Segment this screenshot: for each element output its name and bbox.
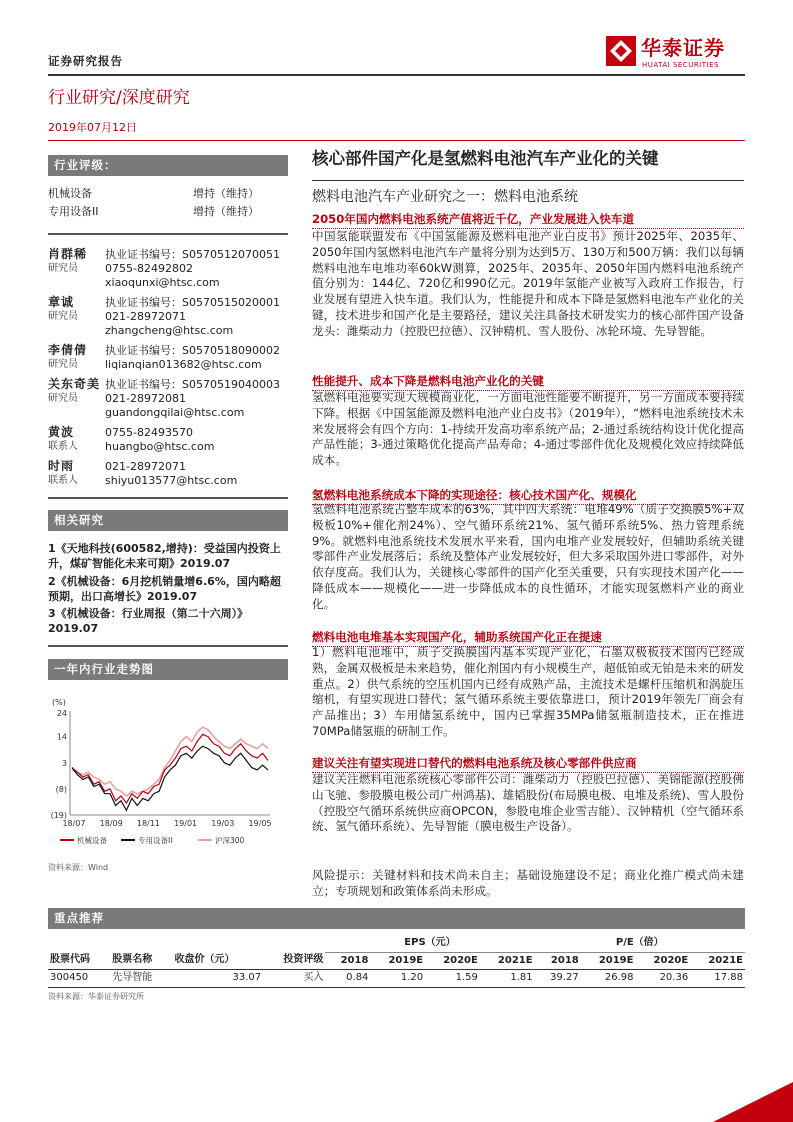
y-axis-label: (%)	[52, 698, 66, 707]
analyst-name: 时雨	[48, 459, 75, 473]
logo-cn: 华泰证券	[641, 36, 725, 60]
analyst-card	[48, 426, 288, 454]
section-heading: 性能提升、成本下降是燃料电池产业化的关键	[312, 373, 744, 390]
x-tick-label: 19/03	[211, 819, 235, 828]
rating-value: 增持（维持）	[193, 205, 259, 218]
page-number: 1	[736, 1094, 744, 1107]
related-title: 相关研究	[48, 510, 288, 531]
trend-title: 一年内行业走势图	[48, 659, 288, 680]
analyst-name: 关东奇美	[48, 377, 101, 391]
col-year: 2018	[550, 954, 579, 966]
col-price: 收盘价（元）	[174, 954, 235, 966]
cell-pe: 20.36	[659, 972, 689, 983]
table-row	[48, 970, 745, 988]
section-heading: 建议关注有望实现进口替代的燃料电池系统及核心零部件供应商	[312, 755, 744, 772]
analyst-email[interactable]: xiaoqunxi@htsc.com	[105, 276, 220, 289]
trend-chart	[48, 685, 288, 860]
y-tick-label: 24	[56, 709, 67, 718]
analyst-name: 章诚	[48, 295, 75, 309]
legend-label: 机械设备	[77, 836, 107, 845]
col-year: 2020E	[443, 954, 478, 966]
y-tick-label: 3	[61, 758, 67, 768]
cell-pe: 26.98	[604, 972, 634, 983]
analyst-phone: 021-28972071	[105, 310, 186, 323]
eps-header: EPS（元）	[325, 935, 534, 952]
report-type: 证券研究报告	[48, 54, 123, 68]
picks-title: 重点推荐	[48, 908, 745, 929]
analyst-card	[48, 378, 288, 420]
cell-rating: 买入	[303, 972, 324, 983]
analyst-name: 李倩倩	[48, 343, 88, 357]
related-item[interactable]: 1《天地科技(600582,增持)：受益国内投资上升，煤矿智能化未来可期》2019.07	[48, 542, 281, 570]
x-tick-label: 18/07	[62, 819, 86, 828]
cell-pe: 17.88	[714, 972, 743, 983]
cell-name: 先导智能	[112, 972, 153, 983]
rating-name: 机械设备	[48, 187, 92, 200]
analyst-line: 执业证书编号：S0570518090002	[105, 344, 280, 357]
analyst-email[interactable]: huangbo@htsc.com	[105, 440, 215, 453]
analyst-role: 研究员	[48, 311, 78, 322]
analyst-phone: 021-28972071	[105, 460, 186, 473]
legend-label: 沪深300	[215, 836, 245, 845]
analyst-phone: 0755-82493570	[105, 426, 193, 439]
related-divider	[48, 645, 288, 647]
section-heading: 燃料电池电堆基本实现国产化，辅助系统国产化正在提速	[312, 629, 744, 646]
analyst-role: 联系人	[48, 441, 78, 452]
pe-header: P/E（倍）	[535, 935, 745, 952]
col-code: 股票代码	[50, 954, 90, 966]
analyst-email[interactable]: liqianqian013682@htsc.com	[105, 358, 262, 371]
x-tick-label: 19/05	[248, 819, 272, 828]
related-item[interactable]: 3《机械设备：行业周报（第二十六周）》2019.07	[48, 607, 249, 635]
chart-source: 资料来源：Wind	[48, 863, 109, 872]
footer-band-icon	[673, 1082, 793, 1122]
y-tick-label: (8)	[55, 784, 67, 794]
title-rule	[312, 180, 744, 181]
x-tick-label: 19/01	[174, 819, 198, 828]
analyst-role: 联系人	[48, 475, 78, 486]
picks-table	[48, 935, 745, 988]
main-title: 核心部件国产化是氢燃料电池汽车产业化的关键	[312, 149, 659, 168]
analyst-role: 研究员	[48, 359, 78, 370]
analyst-email[interactable]: guandongqilai@htsc.com	[105, 406, 245, 419]
cell-pe: 39.27	[550, 972, 579, 983]
analyst-phone: 021-28972081	[105, 392, 186, 405]
cell-eps: 1.59	[455, 972, 478, 983]
huatai-logo-icon	[606, 36, 636, 66]
cell-eps: 1.20	[400, 972, 424, 983]
col-name: 股票名称	[112, 954, 153, 966]
analyst-name: 肖群稀	[48, 247, 88, 261]
x-tick-label: 18/09	[99, 819, 123, 828]
cell-price: 33.07	[232, 972, 262, 983]
rating-value: 增持（维持）	[193, 187, 259, 200]
risk-note: 风险提示：关键材料和技术尚未自主；基础设施建设不足；商业化推广模式尚未建立；专项规划和政策体系尚未形成。	[312, 868, 744, 898]
cell-code: 300450	[50, 972, 89, 983]
analyst-card	[48, 296, 288, 338]
analyst-email[interactable]: zhangcheng@htsc.com	[105, 324, 234, 337]
analyst-line: 执业证书编号：S0570519040003	[105, 378, 280, 391]
report-category: 行业研究/深度研究	[48, 88, 190, 108]
analyst-name: 黄波	[48, 425, 75, 439]
series-line	[72, 734, 268, 803]
picks-source: 资料来源：华泰证券研究所	[48, 992, 144, 1001]
header-rule-2	[48, 140, 745, 141]
col-year: 2018	[340, 954, 369, 966]
main-subtitle: 燃料电池汽车产业研究之一：燃料电池系统	[312, 189, 578, 205]
section-heading: 氢燃料电池系统成本下降的实现途径：核心技术国产化、规模化	[312, 487, 744, 504]
rating-divider	[48, 233, 288, 235]
logo-en: HUATAI SECURITIES	[642, 61, 719, 69]
analyst-line: 执业证书编号：S0570515020001	[105, 296, 280, 309]
col-year: 2019E	[388, 954, 424, 966]
section-body: 中国氢能联盟发布《中国氢能源及燃料电池产业白皮书》预计2025年、2035年、2050年国内氢燃料电池汽车产量将分别为达到5万、130万和500万辆：我们以每辆燃料电池车电堆功率60kW测算，2025年、2035年、2050年国内燃料电池系统产值分别为：144亿、720亿和990亿元。2019年氢能产业被写入政府工作报告，行业发展有望进入快车道。我们认为，性能提升和成本下降是氢燃料电池车产业化的关键，技术进步和国产化是主要路径，建议关注具备技术研发实力的核心部件国产设备龙头：潍柴动力（控股巴拉德）、汉钟精机、雪人股份、冰轮环境、先导智能。	[312, 229, 744, 338]
col-year: 2021E	[497, 954, 533, 966]
analyst-role: 研究员	[48, 263, 78, 274]
analyst-line: 执业证书编号：S0570512070051	[105, 248, 280, 261]
section-body: 氢燃料电池要实现大规模商业化，一方面电池性能要不断提升，另一方面成本要持续下降。根据《中国氢能源及燃料电池产业白皮书》（2019年），“燃料电池系统技术未来发展将会有四个方向：1-持续开发高功率系统产品；2-通过系统结构设计优化提高产品性能；3-通过策略优化提高产品寿命；4-通过零部件优化及规模化效应持续降低成本。	[312, 390, 744, 468]
related-item[interactable]: 2《机械设备：6月挖机销量增6.6%，国内略超预期，出口高增长》2019.07	[48, 575, 281, 603]
analyst-divider	[48, 497, 288, 499]
analyst-email[interactable]: shiyu013577@htsc.com	[105, 474, 238, 487]
col-year: 2019E	[598, 954, 634, 966]
series-line	[72, 746, 268, 810]
analyst-card	[48, 248, 288, 290]
rating-name: 专用设备II	[48, 205, 99, 218]
col-rating: 投资评级	[283, 954, 324, 966]
section-heading: 2050年国内燃料电池系统产值将近千亿，产业发展进入快车道	[312, 211, 744, 228]
report-date: 2019年07月12日	[48, 121, 137, 134]
analyst-phone: 0755-82492802	[105, 262, 193, 275]
col-year: 2020E	[653, 954, 689, 966]
analyst-card	[48, 344, 288, 372]
rating-title: 行业评级：	[48, 155, 288, 176]
y-tick-label: (19)	[50, 811, 67, 820]
section-body: 氢燃料电池系统占整车成本的63%，其中四大系统：电堆49%（质子交换膜5%+双极板10%+催化剂24%）、空气循环系统21%、氢气循环系统5%、热力管理系统9%。就燃料电池系统技术发展水平来看，国内电堆产业发展较好，但辅助系统关键零部件产业发展落后；系统及整体产业发展较好，但大多采取国外进口零部件，对外依存度高。我们认为，关键核心零部件的国产化至关重要，只有实现技术国产化——降低成本——规模化——进一步降低成本的良性循环，才能实现氢燃料产业的商业化。	[312, 502, 744, 611]
header-rule	[48, 74, 745, 76]
section-body: 1）燃料电池堆中，质子交换膜国内基本实现产业化，石墨双极板技术国内已经成熟，金属双极板是未来趋势，催化剂国内有小规模生产，超低铂或无铂是未来的研发重点。2）供气系统的空压机国内已经有成熟产品，主流技术是螺杆压缩机和涡旋压缩机，有望实现进口替代；氢气循环系统主要依靠进口，预计2019年领先厂商会有产品推出；3）车用储氢系统中，国内已掌握35MPa储氢瓶制造技术，正在推进70MPa储氢瓶的研制工作。	[312, 645, 744, 738]
section-body: 建议关注燃料电池系统核心零部件公司：潍柴动力（控股巴拉德）、美锦能源(控股佛山飞驰、参股膜电极公司广州鸿基)、雄韬股份(布局膜电极、电堆及系统)、雪人股份（控股空气循环系统供应商OPCON，参股电堆企业雪吉能）、汉钟精机（空气循环系统、氢气循环系统）、先导智能（膜电极生产设备）。	[312, 772, 744, 834]
y-tick-label: 14	[56, 732, 67, 742]
analyst-role: 研究员	[48, 393, 78, 404]
logo	[606, 34, 746, 74]
cell-eps: 1.81	[510, 972, 533, 983]
x-tick-label: 18/11	[136, 819, 160, 828]
col-year: 2021E	[708, 954, 743, 966]
analyst-card	[48, 460, 288, 488]
cell-eps: 0.84	[346, 972, 369, 983]
legend-label: 专用设备II	[138, 836, 173, 845]
